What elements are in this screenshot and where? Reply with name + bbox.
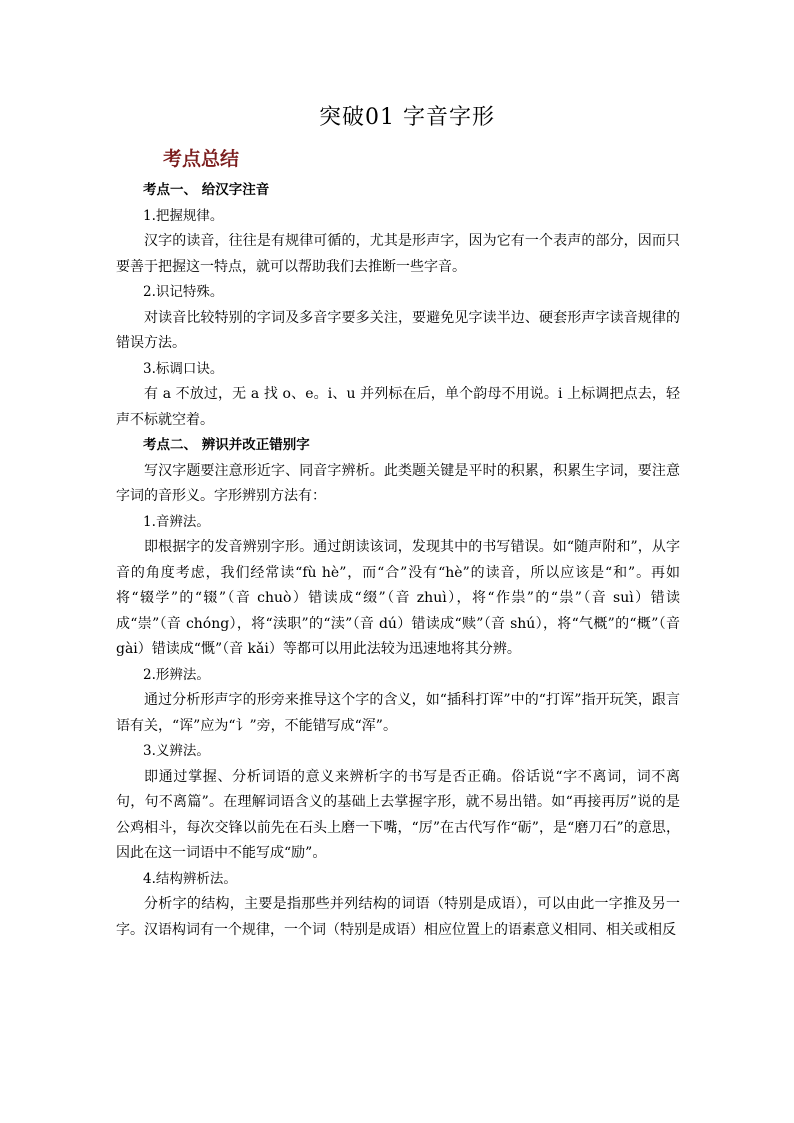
- numbered-item: 2.形辨法。: [143, 666, 210, 683]
- paragraph: 即根据字的发音辨别字形。通过朗读该词，发现其中的书写错误。如“随声附和”，从字音的角度考虑，我们经常读“fù hè”，而“合”没有“hè”的读音，所以应该是“和”。再如将“辍学”的“辍”（音 chuò）错读成“缀”（音 zhuì），将“作祟”的“祟”（音 suì）错读成“崇”（音 chóng），将“渎职”的“渎”（音 dú）错读成“赎”（音 shú），将“气概”的“概”（音 gài）错读成“慨”（音 kǎi）等都可以用此法较为迅速地将其分辨。: [116, 539, 680, 657]
- paragraph: 写汉字题要注意形近字、同音字辨析。此类题关键是平时的积累，积累生字词，要注意字词的音形义。字形辨别方法有：: [116, 462, 680, 504]
- paragraph: 分析字的结构，主要是指那些并列结构的词语（特别是成语），可以由此一字推及另一字。汉语构词有一个规律，一个词（特别是成语）相应位置上的语素意义相同、相关或相反: [116, 896, 680, 938]
- numbered-item: 4.结构辨析法。: [143, 870, 237, 887]
- document-body: [116, 178, 680, 943]
- heading-point: 考点一、 给汉字注音: [143, 182, 270, 198]
- paragraph: 有 a 不放过，无 a 找 o、e。i、u 并列标在后，单个韵母不用说。i 上标调把点去，轻声不标就空着。: [116, 386, 680, 428]
- paragraph: 通过分析形声字的形旁来推导这个字的含义，如“插科打诨”中的“打诨”指开玩笑，跟言语有关，“诨”应为“讠”旁，不能错写成“浑”。: [116, 692, 680, 734]
- numbered-item: 1.音辨法。: [143, 513, 210, 530]
- numbered-item: 2.识记特殊。: [143, 284, 224, 300]
- numbered-item: 3.标调口诀。: [143, 360, 224, 377]
- page-title: 突破01 字音字形: [319, 105, 495, 130]
- heading-point: 考点二、 辨识并改正错别字: [143, 437, 310, 453]
- numbered-item: 3.义辨法。: [143, 743, 210, 759]
- numbered-item: 1.把握规律。: [143, 207, 224, 224]
- paragraph: 即通过掌握、分析词语的意义来辨析字的书写是否正确。俗话说“字不离词，词不离句，句不离篇”。在理解词语含义的基础上去掌握字形，就不易出错。如“再接再厉”说的是公鸡相斗，每次交锋以前先在石头上磨一下嘴，“厉”在古代写作“砺”，是“磨刀石”的意思，因此在这一词语中不能写成“励”。: [116, 768, 680, 861]
- section-title: 考点总结: [163, 148, 240, 170]
- paragraph: 对读音比较特别的字词及多音字要多关注，要避免见字读半边、硬套形声字读音规律的错误方法。: [116, 309, 680, 351]
- paragraph: 汉字的读音，往往是有规律可循的，尤其是形声字，因为它有一个表声的部分，因而只要善于把握这一特点，就可以帮助我们去推断一些字音。: [116, 233, 680, 275]
